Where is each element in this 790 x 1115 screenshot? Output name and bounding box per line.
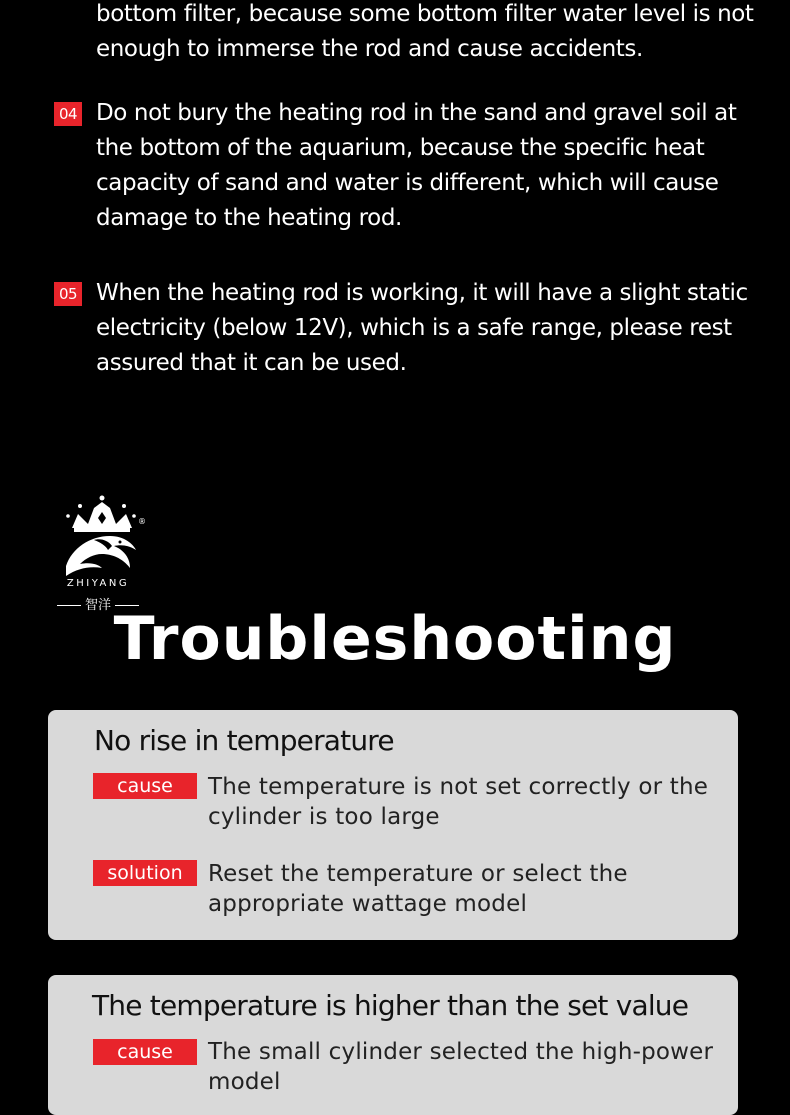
cause-text: The temperature is not set correctly or the cylinder is too large bbox=[208, 774, 709, 830]
solution-tag: solution bbox=[93, 860, 197, 886]
registered-mark: ® bbox=[138, 517, 146, 526]
cause-text: The small cylinder selected the high-power model bbox=[208, 1039, 714, 1095]
note-text: bottom filter, because some bottom filter water level is not enough to immerse the rod and cause accidents. bbox=[96, 1, 754, 62]
note-text: When the heating rod is working, it will have a slight static electricity (below 12V), which is a safe range, please rest assured that it can be used. bbox=[96, 280, 748, 376]
brand-name-cn: 智洋 bbox=[50, 594, 146, 613]
troubleshooting-card bbox=[48, 710, 738, 940]
crown-dolphin-logo-icon bbox=[50, 492, 146, 578]
note-number-badge: 04 bbox=[54, 102, 82, 126]
brand-logo bbox=[50, 492, 160, 617]
solution-text: Reset the temperature or select the appropriate wattage model bbox=[208, 861, 628, 917]
brand-name-en: ZHIYANG bbox=[66, 578, 130, 589]
cause-tag: cause bbox=[93, 1039, 197, 1065]
troubleshooting-card bbox=[48, 975, 738, 1115]
card-title: The temperature is higher than the set value bbox=[92, 989, 689, 1022]
section-title: Troubleshooting bbox=[113, 604, 677, 674]
card-title: No rise in temperature bbox=[94, 724, 394, 757]
cause-tag: cause bbox=[93, 773, 197, 799]
note-number-badge: 05 bbox=[54, 282, 82, 306]
note-text: Do not bury the heating rod in the sand and gravel soil at the bottom of the aquarium, because the specific heat capacity of sand and water is different, which will cause damage to the heating rod. bbox=[96, 100, 737, 231]
